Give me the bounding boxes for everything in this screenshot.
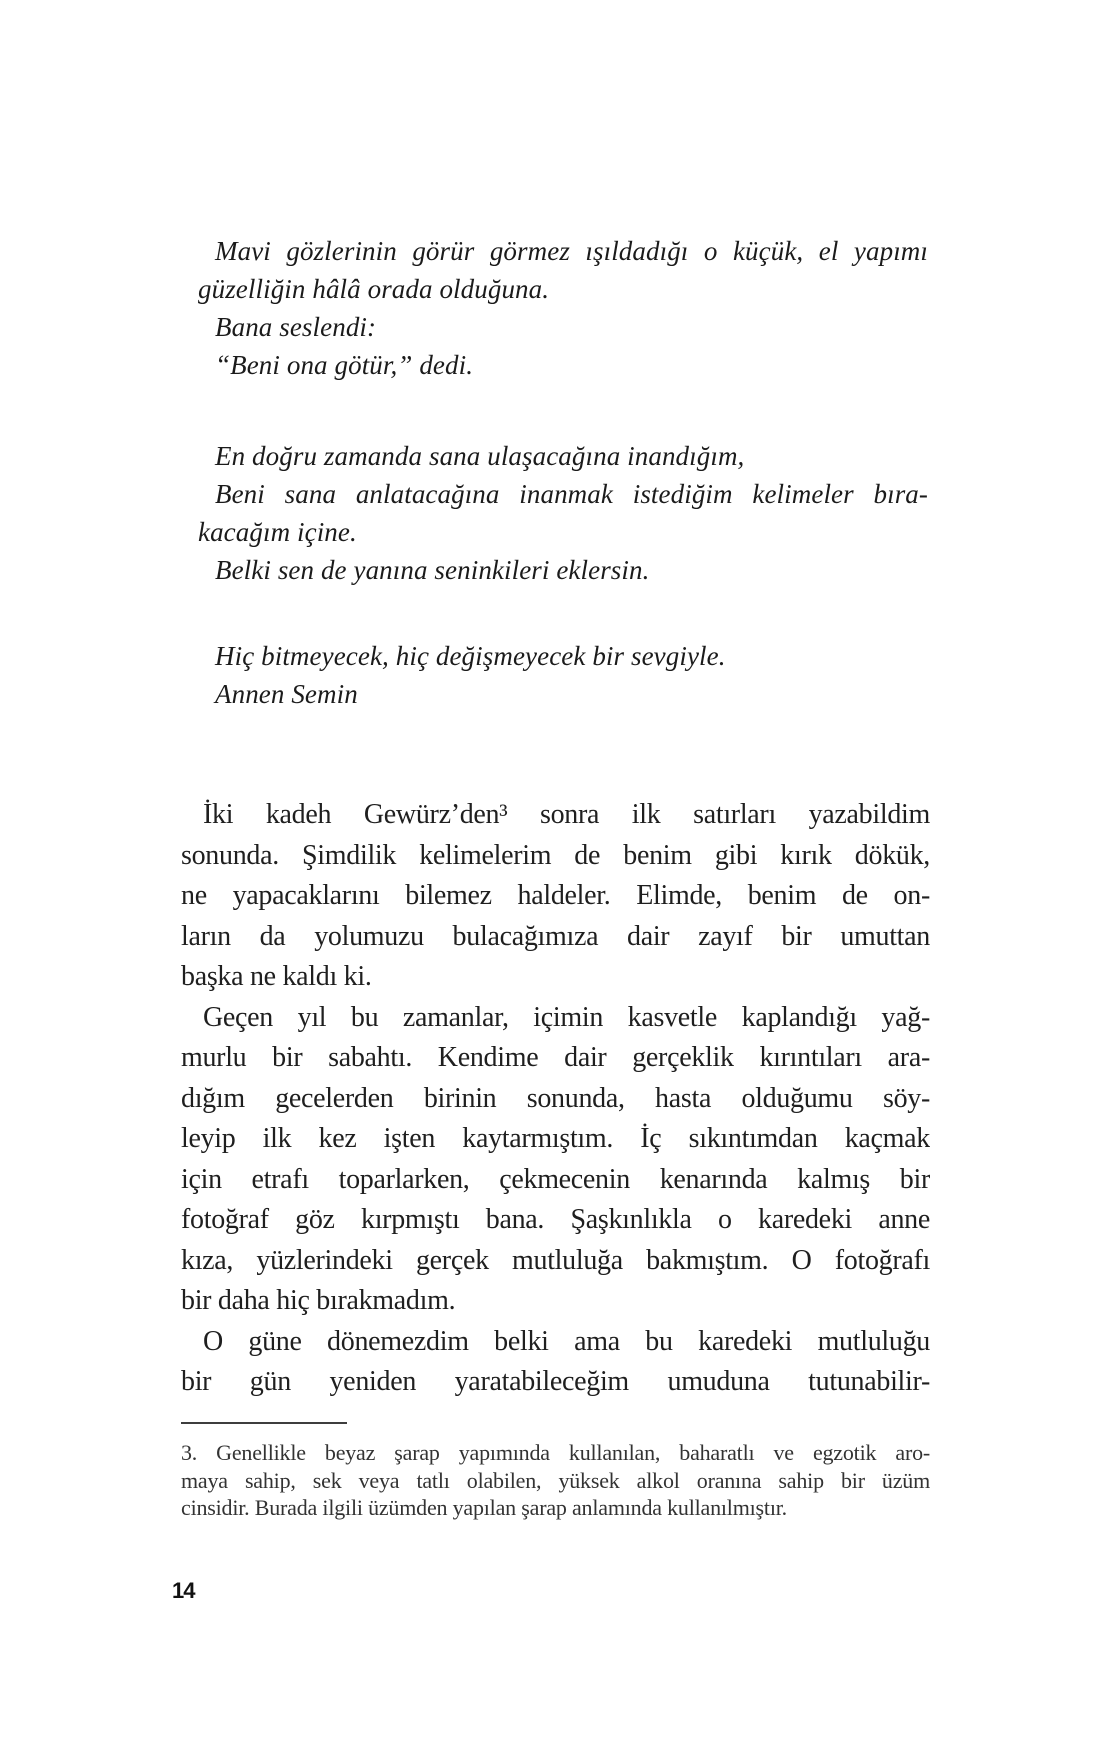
body-line: leyip ilk kez işten kaytarmıştım. İç sıkıntımdan kaçmak: [181, 1123, 930, 1154]
body-line: ların da yolumuzu bulacağımıza dair zayıf bir umuttan: [181, 920, 930, 952]
body-line: ne yapacaklarını bilemez haldeler. Elimde, benim de on-: [181, 880, 930, 911]
letter-line: Beni sana anlatacağına inanmak istediğim kelimeler bıra-: [215, 479, 928, 509]
letter-section: [198, 232, 928, 713]
page-number: 14: [172, 1578, 195, 1603]
letter-line: Hiç bitmeyecek, hiç değişmeyecek bir sevgiyle.: [215, 641, 726, 671]
letter-line: En doğru zamanda sana ulaşacağına inandığım,: [215, 441, 745, 471]
letter-line: güzelliğin hâlâ orada olduğuna.: [198, 274, 550, 304]
letter-line: “Beni ona götür,” dedi.: [215, 350, 474, 380]
footnote-section: [181, 1439, 930, 1522]
footnote-line: 3. Genellikle beyaz şarap yapımında kullanılan, baharatlı ve egzotik aro-: [181, 1440, 930, 1465]
letter-line: Bana seslendi:: [215, 312, 377, 342]
footnote-line: cinsidir. Burada ilgili üzümden yapılan şarap anlamında kullanılmıştır.: [181, 1495, 787, 1520]
body-line: Geçen yıl bu zamanlar, içimin kasvetle kaplandığı yağ-: [203, 1001, 930, 1033]
body-line: başka ne kaldı ki.: [181, 961, 372, 992]
letter-line: Belki sen de yanına seninkileri eklersin.: [215, 555, 650, 585]
letter-paragraph-group-2: [198, 437, 928, 589]
letter-paragraph-group-1: [198, 232, 928, 384]
body-line: İki kadeh Gewürz’den³ sonra ilk satırları yazabildim: [203, 799, 930, 830]
letter-line: kacağım içine.: [198, 517, 357, 547]
body-line: murlu bir sabahtı. Kendime dair gerçeklik kırıntıları ara-: [181, 1042, 930, 1073]
body-line: kıza, yüzlerindeki gerçek mutluluğa bakmıştım. O fotoğrafı: [181, 1244, 930, 1276]
body-line: dığım gecelerden birinin sonunda, hasta olduğumu söy-: [181, 1082, 930, 1114]
letter-line: Mavi gözlerinin görür görmez ışıldadığı o küçük, el yapımı: [215, 236, 928, 266]
body-text-section: [181, 795, 930, 1403]
body-line: sonunda. Şimdilik kelimelerim de benim gibi kırık dökük,: [181, 839, 930, 871]
footnote-divider-rule: [181, 1422, 347, 1424]
body-line: O güne dönemezdim belki ama bu karedeki mutluluğu: [203, 1325, 930, 1357]
letter-signature-group: [198, 637, 928, 713]
body-line: bir gün yeniden yaratabileceğim umuduna tutunabilir-: [181, 1366, 930, 1397]
body-line: fotoğraf göz kırpmıştı bana. Şaşkınlıkla o karedeki anne: [181, 1204, 930, 1235]
footnote-line: maya sahip, sek veya tatlı olabilen, yüksek alkol oranına sahip bir üzüm: [181, 1467, 930, 1493]
body-line: için etrafı toparlarken, çekmecenin kenarında kalmış bir: [181, 1163, 930, 1195]
letter-line: Annen Semin: [215, 679, 358, 709]
body-line: bir daha hiç bırakmadım.: [181, 1285, 456, 1316]
